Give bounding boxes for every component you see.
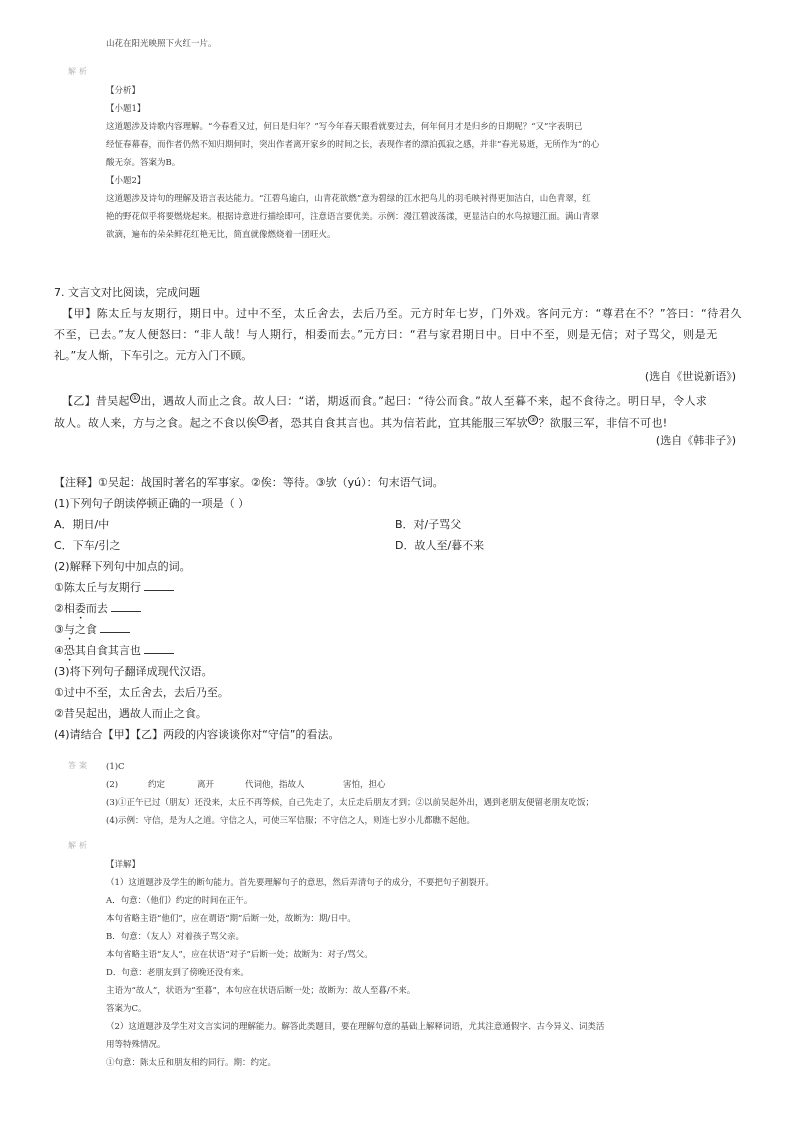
- jia-text-line: 【甲】陈太丘与友期行，期日中。过中不至，太丘舍去，去后乃至。元方时年七岁，门外戏。客问元方：“尊君在不？”答曰：“待君久: [62, 307, 743, 320]
- yi-text-line: [54, 410, 667, 434]
- analysis-label: 解析: [68, 841, 90, 850]
- annotation-note: 【注释】①吴起：战国时著名的军事家。②俟：等待。③欤（yú）：句末语气词。: [54, 476, 444, 489]
- option-a: A．期日/中: [54, 518, 110, 531]
- analysis-tag: 【分析】: [106, 86, 141, 96]
- word-item-1: [54, 577, 174, 598]
- option-d: D．故人至/暮不来: [395, 539, 485, 552]
- yi-text: 出，遇故人而止之食。故人曰：“诺，期返而食。”起曰：“待公而食。”故人至暮不来，起不食待之。明日早，令人求: [140, 394, 708, 408]
- jia-source: (选自《世说新语》): [644, 370, 736, 383]
- detail-tag: 【详解】: [106, 860, 141, 870]
- q2-line: 欲滴，遍布的朵朵鲜花红艳无比，简直就像燃烧着一团旺火。: [106, 230, 336, 240]
- q1-line: 酸无奈。答案为B。: [106, 158, 181, 168]
- detail-line: 答案为C。: [106, 1004, 147, 1014]
- sub-question-2: (2)解释下列句中加点的词。: [54, 560, 191, 573]
- answer-label: 答案: [68, 761, 90, 770]
- sub-question-1: (1)下列句子朗读停顿正确的一项是（ ）: [54, 497, 250, 510]
- word-item-text: ①陈太丘与友期行: [54, 581, 141, 594]
- yi-text: 者，恐其自食其言也。其为信若此，宜其能服三军欤: [267, 416, 528, 430]
- q1-line: 这道题涉及诗歌内容理解。“今春看又过，何日是归年？”写今年春天眼看就要过去，何年何月才是归乡的日期呢？“又”字表明已: [106, 122, 583, 132]
- note-marker: ①: [131, 394, 139, 402]
- detail-line: （2）这道题涉及学生对文言实词的理解能力。解答此类题目，要在理解句意的基础上解释词语，尤其注意通假字、古今异义、词类活: [106, 1022, 605, 1032]
- answer-2-item: 害怕，担心: [343, 780, 386, 790]
- option-b: B．对/子骂父: [395, 518, 462, 531]
- poem-answer-line: 山花在阳光映照下火红一片。: [106, 39, 217, 49]
- detail-line: 主语为“故人”，状语为“至暮”，本句应在状语后断一处；故断为：故人至暮/不来。: [106, 986, 416, 996]
- yi-text: 【乙】昔吴起: [62, 394, 130, 408]
- q2-tag: 【小题2】: [106, 176, 146, 186]
- detail-line: A．句意：（他们）约定的时间在正午。: [106, 896, 253, 906]
- translate-item-2: ②昔吴起出，遇故人而止之食。: [54, 707, 207, 720]
- note-marker: ③: [529, 416, 537, 424]
- detail-line: B．句意：（友人）对着孩子骂父亲。: [106, 932, 244, 942]
- answer-blank: [100, 622, 130, 633]
- question-title: 7. 文言文对比阅读，完成问题: [54, 286, 200, 299]
- word-item-text: 之食: [74, 623, 97, 636]
- answer-2-item: 离开: [197, 780, 215, 790]
- option-c: C．下车/引之: [54, 539, 121, 552]
- answer-2-item: 约定: [148, 780, 166, 790]
- dotted-word: 与: [63, 623, 75, 636]
- word-item-text: 其自食其言也: [74, 644, 141, 657]
- q1-line: 经怔春幕春，而作者仍然不知归期何时，突出作者离开家乡的时间之长，表现作者的漂泊孤寂之感，并非“春光易逝，无所作为”的心: [106, 140, 600, 150]
- q1-tag: 【小题1】: [106, 104, 146, 114]
- yi-text-line: [62, 388, 707, 412]
- dotted-word: 委: [74, 602, 86, 615]
- yi-source: (选自《韩非子》): [655, 434, 736, 447]
- translate-item-1: ①过中不至，太丘舍去，去后乃至。: [54, 686, 229, 699]
- word-item-text: ③: [54, 623, 64, 636]
- answer-blank: [144, 643, 174, 654]
- yi-text: 故人。故人来，方与之食。起之不食以俟: [54, 416, 258, 430]
- answer-4: (4)示例：守信，是为人之道。守信之人，可使三军信服；不守信之人，则连七岁小儿都瞧不起他。: [106, 816, 476, 826]
- word-item-text: ②相: [54, 602, 75, 615]
- answer-2-number: (2): [106, 780, 119, 790]
- word-item-text: 而去: [85, 602, 108, 615]
- detail-line: ①句意：陈太丘和朋友相约同行。期：约定。: [106, 1058, 277, 1068]
- detail-line: （1）这道题涉及学生的断句能力。首先要理解句子的意思，然后弄清句子的成分，不要把句子割裂开。: [106, 878, 494, 888]
- answer-3: (3)①正午已过（朋友）还没来，太丘不再等候，自己先走了，太丘走后朋友才到；②以前吴起外出，遇到老朋友便留老朋友吃饭；: [106, 798, 595, 808]
- sub-question-4: (4)请结合【甲】【乙】两段的内容谈谈你对“守信”的看法。: [54, 728, 340, 741]
- detail-line: D．句意：老朋友到了傍晚还没有来。: [106, 968, 249, 978]
- sub-question-3: (3)将下列句子翻译成现代汉语。: [54, 665, 213, 678]
- answer-blank: [111, 601, 141, 612]
- dotted-word: 恐: [63, 644, 75, 657]
- detail-line: 用等特殊情况。: [106, 1040, 166, 1050]
- analysis-label: 解析: [68, 67, 90, 76]
- yi-text: ？欲服三军，非信不可也!: [538, 416, 668, 430]
- word-item-text: ④: [54, 644, 64, 657]
- answer-1: (1)C: [106, 762, 125, 772]
- answer-2-item: 代词他，指故人: [245, 780, 305, 790]
- note-marker: ②: [259, 416, 266, 424]
- q2-line: 艳的野花似乎将要燃烧起来。根据诗意进行描绘即可，注意语言要优美。示例：漫江碧波荡漾，更显洁白的水鸟掠翅江面。满山青翠: [106, 212, 600, 222]
- jia-text-line: 不至，已去。”友人便怒曰：“非人哉！与人期行，相委而去。”元方曰：“君与家君期日中。日中不至，则是无信；对子骂父，则是无: [54, 328, 718, 341]
- jia-text-line: 礼。”友人惭，下车引之。元方入门不顾。: [54, 349, 253, 362]
- detail-line: 本句省略主语“他们”，应在谓语“期”后断一处，故断为：期/日中。: [106, 914, 356, 924]
- answer-blank: [144, 580, 174, 591]
- q2-line: 这道题涉及诗句的理解及语言表达能力。“江碧鸟逾白，山青花欲燃”意为碧绿的江水把鸟儿的羽毛映衬得更加洁白，山色青翠，红: [106, 194, 591, 204]
- detail-line: 本句省略主语“友人”，应在状语“对子”后断一处；故断为：对子/骂父。: [106, 950, 373, 960]
